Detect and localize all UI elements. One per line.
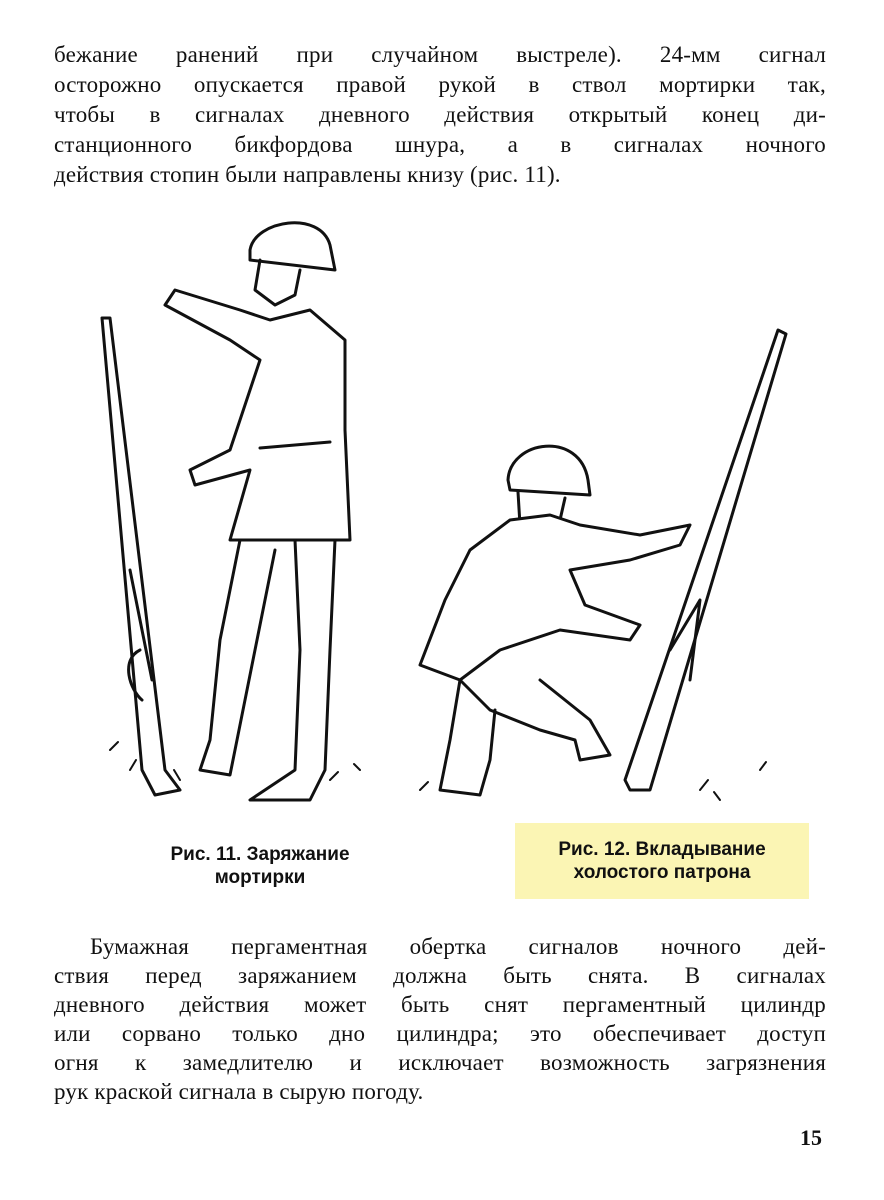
text-line: рук краской сигнала в сырую погоду.: [54, 1079, 424, 1104]
text-line: Бумажная пергаментная обертка сигналов ночного дей-: [90, 934, 826, 959]
page-number: 15: [800, 1125, 822, 1150]
text-line: бежание ранений при случайном выстреле). 24-мм сигнал: [54, 42, 826, 67]
caption-line: холостого патрона: [573, 862, 751, 883]
text-line: или сорвано только дно цилиндра; это обеспечивает доступ: [54, 1021, 826, 1046]
figure-11-caption: [140, 843, 380, 889]
text-line: огня к замедлителю и исключает возможность загрязнения: [54, 1050, 826, 1075]
text-line: осторожно опускается правой рукой в ствол мортирки так,: [54, 72, 826, 97]
caption-line: Рис. 12. Вкладывание: [558, 839, 766, 860]
text-line: действия стопин были направлены книзу (рис. 11).: [54, 162, 561, 187]
paragraph-top: [54, 40, 826, 190]
paragraph-bottom: [54, 932, 826, 1106]
figure-12-illustration: [400, 320, 810, 820]
figure-12-caption-highlighted: [515, 823, 809, 899]
figure-11-illustration: [80, 210, 380, 830]
caption-line: Рис. 11. Заряжание: [170, 844, 350, 865]
text-line: чтобы в сигналах дневного действия открытый конец ди-: [54, 102, 826, 127]
text-line: станционного бикфордова шнура, а в сигналах ночного: [54, 132, 826, 157]
text-line: дневного действия может быть снят пергаментный цилиндр: [54, 992, 826, 1017]
text-line: ствия перед заряжанием должна быть снята. В сигналах: [54, 963, 826, 988]
caption-line: мортирки: [214, 867, 306, 888]
